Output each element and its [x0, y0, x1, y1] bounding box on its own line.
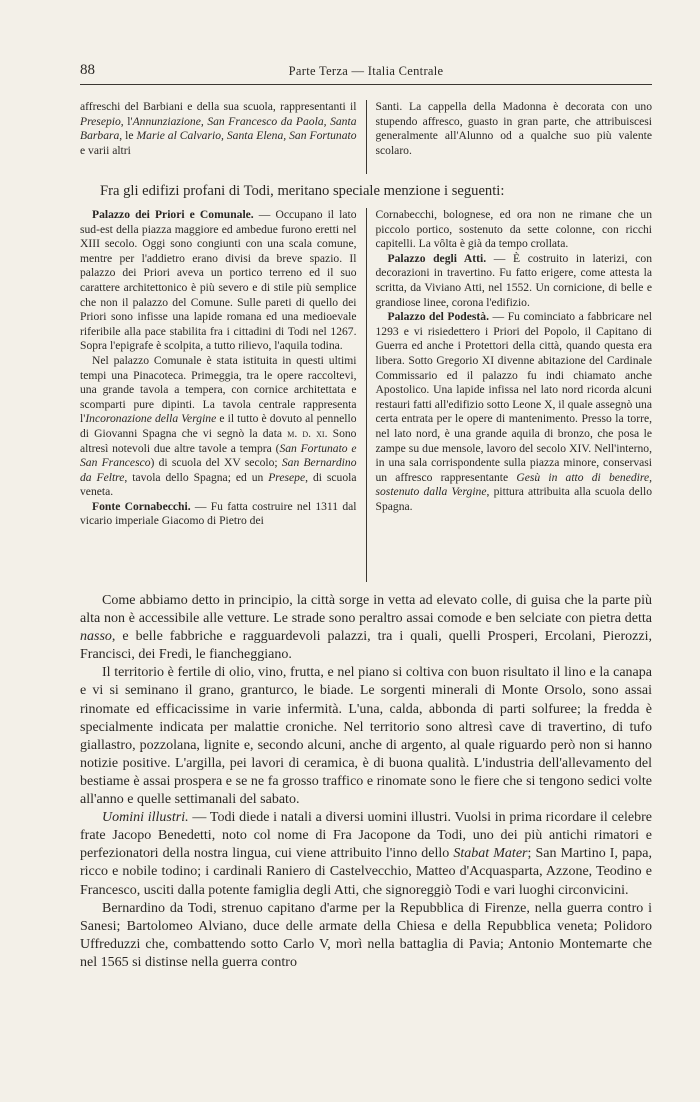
column-divider: [366, 100, 367, 174]
fonte-cornabecchi-paragraph: Fonte Cornabecchi. — Fu fatta costruire nel 1311 dal vicario imperiale Giacomo di Pietro dei: [80, 499, 357, 528]
top-right-column: [376, 100, 653, 174]
top-left-paragraph: affreschi del Barbiani e della sua scuola, rappresentanti il Presepio, l'Annunziazione, San Francesco da Paola, Santa Barbara, le Marie al Calvario, Santa Elena, San Fortunato e varii altri: [80, 100, 357, 157]
main-paragraph-captains: Bernardino da Todi, strenuo capitano d'arme per la Repubblica di Firenze, nella guerra contro i Sanesi; Bartolomeo Alviano, duce delle armate della Chiesa e della Repubblica veneta; Polidoro Uffreduzzi che, combattendo sotto Carlo V, morì nella battaglia di Pavia; Antonio Montemarte che nel 1565 si distinse nella guerra contro: [80, 900, 652, 970]
pinacoteca-paragraph: Nel palazzo Comunale è stata istituita in questi ultimi tempi una Pinacoteca. Primeggia, tra le opere raccoltevi, una grande tavola a tempera, con cornice architettata e scomparti pure dipinti. La tavola centrale rappresenta l'Incoronazione della Vergine e il tutto è dovuto al pennello di Giovanni Spagna che vi segnò la data m. d. xi. Sono altresì notevoli due altre tavole a tempra (San Fortunato e San Francesco) di scuola del XV secolo; San Bernardino da Feltre, tavola dello Spagna; ed un Presepe, di scuola veneta.: [80, 353, 357, 499]
cornabecchi-continued-paragraph: Cornabecchi, bolognese, ed ora non ne rimane che un piccolo portico, sostenuto da sette colonne, con ricchi capitelli. La vôlta è già da tempo crollata.: [375, 208, 652, 251]
palazzo-podesta-paragraph: Palazzo del Podestà. — Fu cominciato a fabbricare nel 1293 e vi risiedettero i Priori del Popolo, il Capitano di Guerra ed anche i Protettori della città, quando questa era libera. Sotto Gregorio XI divenne abitazione del Cardinale Commissario ed il palazzo fu indi chiamato anche Apostolico. Una lapide infissa nel lato nord ricorda alcuni restauri fatti all'edifizio sotto Leone X, il quale assegnò una certa entrata per le opere di mantenimento. Presso la torre, nel lato nord, è una grande aquila di bronzo, che posa le zampe su due mensole, lavoro del secolo XIV. Nell'interno, in una sala corrispondente sulla piazza minore, conservasi un affresco rappresentante Gesù in atto di benedire, sostenuto dalla Vergine, pittura attribuita alla scuola dello Spagna.: [375, 310, 653, 513]
palazzo-priori-paragraph: Palazzo dei Priori e Comunale. — Occupano il lato sud-est della piazza maggiore ed ambedue furono eretti nel XIII secolo. Oggi sono congiunti con una scala comune, mentre per l'addietro erano divisi da breve spazio. Il palazzo dei Priori aveva un portico terreno ed il suo carattere architettonico è più severo e di stile più semplice che non il palazzo del Comune. Sulle pareti di quello dei Priori sono infisse una lapide romana ed una medioevale riferibile alla pace stabilita fra i cittadini di Todi nel 1267. Sopra l'epigrafe è scolpita, a tutto rilievo, l'aquila todina.: [80, 208, 357, 353]
main-paragraph-city: Come abbiamo detto in principio, la città sorge in vetta ad elevato colle, di guisa che la parte più alta non è accessibile alle vetture. Le strade sono peraltro assai comode e ben selciate con pietra detta nasso, e belle fabbriche e ragguardevoli palazzi, tra i quali, quelli Prosperi, Ercolani, Pierozzi, Francisci, dei Fredi, le fiancheggiano.: [80, 593, 652, 663]
top-right-paragraph: Santi. La cappella della Madonna è decorata con uno stupendo affresco, guasto in gran parte, che attribuiscesi generalmente all'Alunno od a qualche suo più valente scolaro.: [375, 100, 652, 157]
main-text: [80, 592, 652, 972]
main-paragraph-illustrious-men: Uomini illustri. — Todi diede i natali a diversi uomini illustri. Vuolsi in prima ricordare il celebre frate Jacopo Benedetti, noto col nome di Fra Jacopone da Todi, uno dei più antichi rimatori e perfezionatori della nostra lingua, cui viene attribuito l'inno dello Stabat Mater; San Martino I, papa, ricco e nobile todino; i cardinali Raniero di Castelvecchio, Matteo d'Acquasparta, Azzone, Teodino e Francesco, usciti dalla potente famiglia degli Atti, che signoreggiò Todi e vari luoghi circonvicini.: [80, 810, 652, 898]
buildings-left-column: [80, 208, 357, 582]
top-left-column: [80, 100, 357, 174]
main-paragraph-territory: Il territorio è fertile di olio, vino, frutta, e nel piano si coltiva con buon risultato il lino e la canapa e vi si seminano il grano, granturco, le biade. Le sorgenti minerali di Monte Orsolo, sono assai rinomate ed efficacissime in varie infermità. L'una, calda, abbonda di parti solfuree; la fredda è specialmente indicata per malattie croniche. Nel territorio sono altresì cave di travertino, di tufo giallastro, pozzolana, lignite e, secondo alcuni, anche di argento, al quale riguardo però non si hanno notizie positive. L'argilla, pei lavori di ceramica, è di buona qualità. L'industria dell'allevamento del bestiame è assai prospera e se ne fa grosso traffico e rinomate sono le fiere che si tengono sedici volte all'anno e quelle settimanali del sabato.: [80, 665, 652, 808]
buildings-two-columns: [80, 208, 652, 582]
intro-sentence: Fra gli edifizi profani di Todi, meritano speciale menzione i seguenti:: [100, 183, 505, 199]
top-two-columns: [80, 100, 652, 174]
palazzo-atti-paragraph: Palazzo degli Atti. — È costruito in laterizi, con decorazioni in travertino. Fu fatto erigere, come attesta la scritta, da Viviano Atti, nel 1552. Un cornicione, di belle e grandiose linee, corona l'edifizio.: [375, 251, 652, 309]
page-number: 88: [80, 62, 95, 78]
running-title: Parte Terza — Italia Centrale: [288, 64, 444, 78]
column-divider: [366, 208, 367, 582]
buildings-right-column: [376, 208, 653, 582]
running-header: [80, 60, 652, 85]
